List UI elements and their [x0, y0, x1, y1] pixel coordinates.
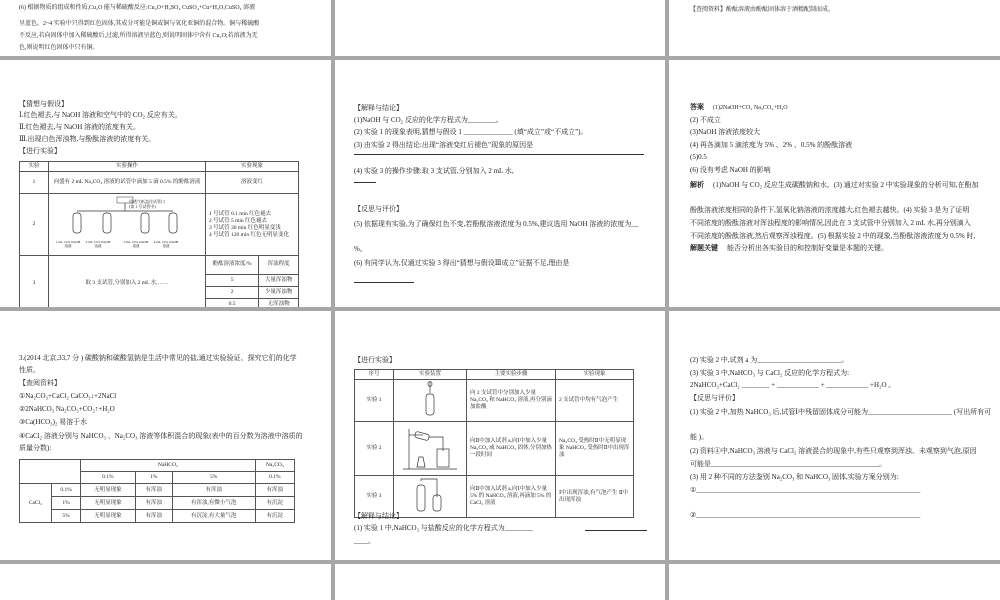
p6-answer-label: 答案	[690, 103, 704, 111]
p9-q3-equation: 2NaHCO₃+CaCl₂ ________ + ____________ + ____________ +H₂O 。	[690, 381, 896, 389]
p8-r3-res: Ⅰ中出现浑浊,有气泡产生 Ⅱ中出现浑浊	[556, 476, 634, 518]
page-3	[669, 0, 1000, 56]
p5-q5: (5) 依据现有实验,为了确保红色不变,若酚酞溶液浓度为 0.5%,建议选用 NaOH 溶液的浓度为__	[354, 220, 639, 228]
gas-tube-icon	[405, 477, 455, 513]
p9-heading-reflection: 【反思与评价】	[690, 394, 739, 402]
p7-th-na2co3: Na₂CO₃	[255, 460, 294, 472]
row2-figure-cell	[49, 194, 206, 256]
p6-an3: 不同浓度的酚酞溶液对浑浊程度的影响情况,因此在 3 支试管中分别加入 2 mL 水,再分别滴入	[690, 219, 971, 227]
row3-subtable	[206, 256, 298, 307]
page-10	[0, 564, 331, 600]
p8-th-num: 序号	[355, 370, 394, 380]
p7-col-3: 5%	[172, 472, 255, 484]
p6-a5: (5)0.5	[690, 153, 707, 161]
p6-an4: 不同浓度的酚酞溶液,然后观察浑浊程度。(5) 根据实验 2 中的现象,当酚酞溶液浓度为 0.5% 时,	[690, 232, 976, 240]
p7-r1c0: 0.1%	[51, 484, 80, 497]
p7-r1c2: 有浑浊	[135, 484, 172, 497]
p7-r2: ②2NaHCO₃ Na₂CO₃+CO₂↑+H₂O	[19, 405, 115, 413]
p7-r3c0: 5%	[51, 510, 80, 523]
page-4	[0, 60, 331, 307]
p8-experiment-table	[354, 369, 634, 518]
p8-q1-answer-line[interactable]	[585, 530, 647, 531]
page-8	[335, 311, 665, 560]
p7-r3c2: 有浑浊	[135, 510, 172, 523]
p7-r2c0: 1%	[51, 497, 80, 510]
sub-r2-conc: 2	[206, 286, 259, 298]
p8-r3-num: 实验 3	[355, 476, 394, 518]
p5-q3: (3) 由实验 2 得出结论:出现“溶液变红后褪色”现象的原因是	[354, 141, 534, 149]
page-12	[669, 564, 1000, 600]
p9-q5: (2) 资料④中,NaHCO₃ 溶液与 CaCl₂ 溶液混合的现象中,有些只观察到浑浊、未观察到气泡,原因	[690, 447, 977, 455]
p8-q1b: ____。	[354, 537, 375, 545]
tube-label-3: 3 mL 10% NaOH溶液	[123, 240, 149, 248]
p8-th-apparatus: 实验装置	[394, 370, 467, 380]
p7-col-1: 0.1%	[81, 472, 136, 484]
p8-r3-step: 向Ⅱ中加入试剂 a,向Ⅰ中加入少量 5% 的 NaHCO₃ 溶液,再滴加 5% 的 CaCl₂ 溶液	[467, 476, 556, 518]
p4-heading-experiment: 【进行实验】	[19, 147, 61, 155]
p6-a4: (4) 再各滴加 5 滴浓度为 5% 、2% 、0.5% 的酚酞溶液	[690, 141, 853, 149]
p3-line1: 【查阅资料】酚酞溶液由酚酞固体溶于酒精配制而成。	[690, 7, 835, 13]
row2-res-2: 2 号试管 5 min 红色褪去	[209, 217, 268, 224]
p6-a3: (3)NaOH 溶液浓度较大	[690, 128, 761, 136]
row1-op: 向盛有 2 mL Na₂CO₃ 溶液的试管中滴加 5 滴 0.5% 的酚酞溶液	[49, 172, 206, 194]
p6-a2: (2) 不成立	[690, 116, 721, 124]
p8-r2-num: 实验 2	[355, 422, 394, 476]
p7-heading-data: 【查阅资料】	[19, 379, 61, 387]
p6-a6: (6) 没有考虑 NaOH 的影响	[690, 166, 771, 174]
p8-th-steps: 主要实验步骤	[467, 370, 556, 380]
row2-res-1: 1 号试管 0.1 min 红色褪去	[209, 210, 272, 217]
th-experiment: 实验	[20, 162, 49, 172]
p5-q4-answer-line[interactable]	[354, 182, 376, 183]
row1-num: 1	[20, 172, 49, 194]
p6-a1: (1)2NaOH+CO₂ Na₂CO₃+H₂O	[713, 105, 788, 111]
p6-key-label: 解题关键	[690, 244, 718, 252]
p9-q4: (1) 实验 2 中,加热 NaHCO₃ 后,试管Ⅰ中残留固体成分可能为________________________ (写出所有可	[690, 408, 992, 416]
row2-res-3: 3 号试管 30 min 红色明显变浅	[209, 224, 281, 231]
p7-th-nahco3: NaHCO₃	[81, 460, 255, 472]
fig-label-2: (第 1 号试管中)	[129, 204, 156, 209]
p8-r2-res: Na₂CO₃ 受热时Ⅱ中无明显现象 NaHCO₃ 受热时Ⅱ中出现浑浊	[556, 422, 634, 476]
tube-label-2: 2 mL 10% NaOH溶液	[85, 240, 111, 248]
p7-r1: ①Na₂CO₃+CaCl₂ CaCO₃↓+2NaCl	[19, 392, 117, 400]
p7-corner	[20, 460, 81, 472]
page-11	[335, 564, 665, 600]
p7-mix-table	[19, 459, 295, 523]
p7-r2c3: 有浑浊,有微小气泡	[172, 497, 255, 510]
p7-r3c4: 有沉淀	[255, 510, 294, 523]
p6-an2: 酚酞溶液浓度相同的条件下,氢氧化钠溶液的浓度越大,红色褪去越快。(4) 实验 3 是为了证明	[690, 206, 970, 214]
p4-hypothesis-1: Ⅰ.红色褪去,与 NaOH 溶液和空气中的 CO₂ 反应有关。	[19, 111, 182, 119]
p8-q1: (1) 实验 1 中,NaHCO₃ 与盐酸反应的化学方程式为________	[354, 524, 533, 532]
p7-title-2: 性质。	[19, 366, 40, 374]
p5-q2: (2) 实验 1 的现象表明,猜想与假设 1 ______________ (填“成立”或“不成立”)。	[354, 128, 588, 136]
sub-r1-turb: 大量浑浊物	[259, 274, 298, 286]
sub-th-conc: 酚酞溶液浓度/%	[206, 256, 259, 274]
p4-heading-hypothesis: 【猜想与假设】	[19, 100, 68, 108]
p9-q2: (2) 实验 2 中,试剂 a 为________________________。	[690, 356, 849, 364]
p1-line2: 呈蓝色。2~4 实验中只得到红色固体,其成分可能是铜或铜与氧化亚铜的混合物。铜与稀硫酸	[19, 21, 260, 27]
p7-col-4: 0.1%	[255, 472, 294, 484]
sub-r3-turb: 无浑浊物	[259, 298, 298, 307]
p5-q6: (6) 有同学认为,仅通过实验 3 得出“猜想与假设Ⅲ成立”证据不足,理由是	[354, 259, 570, 267]
p4-hypothesis-3: Ⅲ.出现白色浑浊物,与酚酞溶液的浓度有关。	[19, 135, 156, 143]
p9-q6a[interactable]: ①________________________________________________________________	[690, 486, 921, 494]
p8-r1-res: 2 支试管中均有气泡产生	[556, 380, 634, 422]
p7-r1c4: 有浑浊	[255, 484, 294, 497]
p5-heading-conclusion: 【解释与结论】	[354, 104, 403, 112]
p1-line3: 不反应,若向固体中加入稀硫酸后,过滤,所得溶液呈蓝色,则说明固体中含有 Cu₂O;若溶液为无	[19, 33, 258, 39]
p7-r1c3: 有浑浊	[172, 484, 255, 497]
p9-q6: (3) 用 2 种不同的方法鉴别 Na₂CO₃ 和 NaHCO₃ 固体,实验方案分别为:	[690, 473, 899, 481]
page-2	[335, 0, 665, 56]
p8-r1-apparatus	[394, 380, 467, 422]
p5-q3-answer-line[interactable]	[354, 154, 644, 155]
fig-label-1: 用透气纸盖住试管口	[129, 199, 165, 204]
p7-r3c3: 有沉淀,有大量气泡	[172, 510, 255, 523]
sub-r3-conc: 0.5	[206, 298, 259, 307]
p5-heading-reflection: 【反思与评价】	[354, 205, 403, 213]
row3-subtable-cell	[206, 256, 299, 308]
p8-r3-apparatus	[394, 476, 467, 518]
page-9	[669, 311, 1000, 560]
p8-r1-num: 实验 1	[355, 380, 394, 422]
row2-res-4: 4 号试管 120 min 红色无明显变化	[209, 231, 290, 238]
p9-q4b: 能 )。	[690, 433, 709, 441]
p5-q6-answer-line[interactable]	[354, 282, 414, 283]
tube-label-1: 1 mL 10% NaOH溶液	[55, 240, 81, 248]
p9-q5b: 可能是________________________________________________。	[690, 460, 886, 468]
p4-experiment-table	[19, 161, 299, 307]
row3-op: 取 3 支试管,分别加入 2 mL 水,……	[49, 256, 206, 308]
sub-th-turbidity: 浑浊程度	[259, 256, 298, 274]
p7-r3: ③Ca(HCO₃)₂ 易溶于水	[19, 418, 88, 426]
row3-num: 3	[20, 256, 49, 308]
page-5	[335, 60, 665, 307]
sub-r2-turb: 少量浑浊物	[259, 286, 298, 298]
page-7	[0, 311, 331, 560]
p8-heading-experiment: 【进行实验】	[354, 356, 396, 364]
row1-res: 溶液变红	[206, 172, 299, 194]
sub-r1-conc: 5	[206, 274, 259, 286]
p7-r2c2: 有浑浊	[135, 497, 172, 510]
p8-r2-apparatus	[394, 422, 467, 476]
p8-r2-step: 向Ⅱ中加入试剂 a,向Ⅰ中加入少量 Na₂CO₃ 或 NaHCO₃ 固体,分别加热一段时间	[467, 422, 556, 476]
p8-heading-conclusion: 【解释与结论】	[354, 512, 403, 520]
th-operation: 实验操作	[49, 162, 206, 172]
p7-cacl2: CaCl₂	[20, 484, 52, 523]
p7-r2c4: 有沉淀	[255, 497, 294, 510]
th-result: 实验现象	[206, 162, 299, 172]
row2-results	[206, 194, 299, 256]
p5-q5-unit: %。	[354, 245, 367, 253]
p7-col-2: 1%	[135, 472, 172, 484]
tube-label-4: 4 mL 10% NaOH溶液	[153, 240, 179, 248]
page-1	[0, 0, 331, 56]
p6-an1: (1)NaOH 与 CO₂ 反应生成碳酸钠和水。(3) 通过对实验 2 中实验现象的分析可知,在酚加	[713, 181, 979, 189]
p6-analysis-label: 解析	[690, 181, 704, 189]
row2-num: 2	[20, 194, 49, 256]
p7-r2c1: 无明显现象	[81, 497, 136, 510]
p8-th-result: 实验现象	[556, 370, 634, 380]
dropper-tube-icon	[405, 381, 455, 417]
p5-q1: (1)NaOH 与 CO₂ 反应的化学方程式为________。	[354, 116, 503, 124]
p9-q6b[interactable]: ②________________________________________________________________	[690, 511, 921, 519]
p8-r1-step: 向 2 支试管中分别加入少量 Na₂CO₃ 和 NaHCO₃ 溶液,再分别滴加盐酸	[467, 380, 556, 422]
heating-apparatus-icon	[399, 423, 461, 471]
p1-line4: 色,则说明红色固体中只有铜。	[19, 45, 99, 51]
p4-hypothesis-2: Ⅱ.红色褪去,与 NaOH 溶液的浓度有关。	[19, 123, 141, 131]
p6-an5: 能否分析出各实验目的和控制好变量是本题的关键。	[727, 244, 888, 252]
page-6	[669, 60, 1000, 307]
p7-r4b: 质量分数):	[19, 444, 52, 452]
p9-q3: (3) 实验 3 中,NaHCO₃ 与 CaCl₂ 反应的化学方程式为:	[690, 369, 850, 377]
p5-q4: (4) 实验 3 的操作步骤:取 3 支试管,分别加入 2 mL 水,	[354, 167, 514, 175]
p7-r1c1: 无明显现象	[81, 484, 136, 497]
p1-line1: (6) 根据物质的组成和性质,Cu₂O 能与稀硫酸反应:Cu₂O+H₂SO₄ CuSO₄+Cu+H₂O,CuSO₄ 溶液	[19, 5, 256, 11]
p7-title: 3.(2014 北京,33,7 分 ) 碳酸钠和碳酸氢钠是生活中常见的盐,通过实验验证、探究它们的化学	[19, 354, 297, 362]
p7-r4: ④CaCl₂ 溶液分别与 NaHCO₃ 、Na₂CO₃ 溶液等体积混合的现象(表中的百分数为溶液中溶质的	[19, 432, 303, 440]
p7-r3c1: 无明显现象	[81, 510, 136, 523]
p7-corner-2	[20, 472, 81, 484]
